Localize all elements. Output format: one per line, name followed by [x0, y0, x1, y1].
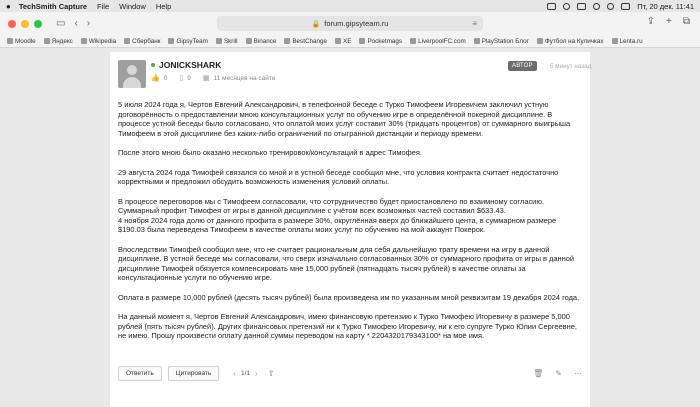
reply-button[interactable]: Ответить — [118, 366, 162, 381]
record-icon[interactable] — [563, 3, 570, 10]
posts-count: 0 — [163, 74, 168, 82]
post-paragraph: Оплата в размере 10,000 рублей (десять тысяч рублей) была произведена им по указанным мной реквизитам 19 декабря 2024 года. — [118, 292, 580, 302]
quote-button[interactable]: Цитировать — [168, 366, 220, 381]
favicon-icon — [44, 38, 50, 44]
forward-button[interactable]: › — [86, 18, 91, 29]
lock-icon: 🔒 — [311, 20, 321, 28]
favicon-icon — [81, 38, 87, 44]
share-icon[interactable]: ⇧ — [267, 369, 275, 378]
bookmark-moodle[interactable]: Moodle — [7, 38, 36, 45]
bookmark-liverpoolfc[interactable]: LiverpoolFC.com — [410, 38, 466, 45]
bookmark-xe[interactable]: XE — [335, 38, 351, 45]
forum-post — [110, 52, 590, 407]
bookmark-lenta[interactable]: Lenta.ru — [612, 38, 643, 45]
menu-file[interactable]: File — [97, 1, 110, 11]
bookmark-sberbank[interactable]: Сбербанк — [124, 38, 160, 45]
user-meta — [151, 74, 275, 82]
share-icon[interactable]: ⇪ — [646, 16, 656, 27]
bookmark-pocketmags[interactable]: Pocketmags — [359, 38, 402, 45]
sidebar-icon[interactable]: ▭ — [56, 18, 66, 29]
back-button[interactable]: ‹ — [74, 18, 78, 29]
post-paragraph: 29 августа 2024 года Тимофей связался со мной и в устной беседе сообщил мне, что условия контракта считает недостаточно корректными и предложил обсудить возможность изменения условий оплаты. — [118, 167, 559, 186]
bookmark-bestchange[interactable]: BestChange — [284, 38, 327, 45]
minimize-window-button[interactable] — [21, 20, 29, 28]
favicon-icon — [216, 38, 222, 44]
window-controls — [8, 20, 42, 28]
new-tab-icon[interactable]: + — [666, 16, 672, 27]
wifi-icon[interactable] — [593, 3, 600, 10]
likes-count: 9 — [187, 74, 191, 82]
bookmark-wikipedia[interactable]: Wikipedia — [81, 38, 116, 45]
favicon-icon — [410, 38, 416, 44]
battery-icon[interactable] — [577, 3, 586, 10]
favicon-icon — [284, 38, 290, 44]
favicon-icon — [335, 38, 341, 44]
post-paragraph: Впоследствии Тимофей сообщил мне, что не считает рациональным для себя дальнейшую трату времени на игру в данной дисциплине. В устной беседе мы согласовали, что сверх изначально согласованных 30% от суммарного профита от игры в данной дисциплине Тимофей обязуется компенсировать мне 15,000 рублей (пятнадцать тысяч рублей) в качестве оплаты за консультационные услуги по обучению игре. — [118, 244, 574, 282]
bookmark-gipsyteam[interactable]: GipsyTeam — [168, 38, 208, 45]
page-content — [0, 48, 700, 407]
more-icon[interactable]: ⋯ — [574, 369, 582, 378]
favicon-icon — [359, 38, 365, 44]
document-icon: ▯ — [179, 75, 184, 82]
bookmark-playstation-blog[interactable]: PlayStation Блог — [474, 38, 529, 45]
bookmarks-bar — [0, 35, 700, 48]
search-icon[interactable] — [607, 3, 614, 10]
post-paragraph: На данный момент я, Чертов Евгений Александрович, имею финансовую претензию к Турко Тимофею Игоревичу в размере 5,000 рублей (пять тысяч рублей). Других финансовых претензий ни к Турко Тимофею Игоревичу, ни к его супруге Турко Юлии Сергеевне, не имею. Прошу произвести оплату данной суммы переводом на карту * 2204320179343100* на моё имя. — [118, 312, 577, 340]
tab-overview-icon[interactable]: ⧉ — [682, 16, 690, 27]
menu-bar — [0, 0, 700, 12]
post-paragraph: 5 июля 2024 года я, Чертов Евгений Александрович, в телефонной беседе с Турко Тимофеем Игоревичем заключил устную договорённость о предоставлении мною консультационных услуг по обучению игре в определённой покерной дисциплине. В процессе устной беседы было согласовано, что оплатой моих услуг составит 30% (тридцать процентов) от суммарного выигрыша Тимофеем в этой дисциплине без каких-либо ограничений по отыгранной дистанции и периоду времени. — [118, 100, 571, 138]
favicon-icon — [474, 38, 480, 44]
screen-icon[interactable] — [547, 3, 556, 10]
control-center-icon[interactable] — [621, 3, 630, 10]
close-window-button[interactable] — [8, 20, 16, 28]
url-text: forum.gipsyteam.ru — [324, 19, 389, 28]
favicon-icon — [168, 38, 174, 44]
post-time[interactable]: 5 минут назад — [550, 63, 592, 70]
clock[interactable]: Пт, 20 дек. 11:41 — [637, 1, 694, 11]
zoom-window-button[interactable] — [34, 20, 42, 28]
post-body — [118, 100, 584, 351]
bookmark-football[interactable]: Футбол на Куличках — [537, 38, 604, 45]
chevron-right-icon[interactable]: › — [255, 369, 258, 378]
favicon-icon — [124, 38, 130, 44]
bookmark-yandex[interactable]: Яндекс — [44, 38, 73, 45]
joined-text: 11 месяцев на сайте — [213, 74, 276, 82]
author-badge: АВТОР — [508, 61, 537, 71]
app-menu[interactable]: TechSmith Capture — [18, 1, 88, 11]
trash-icon[interactable]: 🗑 — [533, 369, 544, 378]
page-indicator: 1/1 — [240, 370, 251, 377]
calendar-icon: ▦ — [202, 75, 210, 82]
post-header — [118, 60, 592, 90]
browser-toolbar — [0, 12, 700, 35]
username[interactable]: JONICKSHARK — [159, 60, 222, 70]
address-bar[interactable] — [217, 16, 483, 31]
menu-help[interactable]: Help — [155, 1, 172, 11]
edit-icon[interactable]: ✎ — [555, 369, 562, 378]
reader-icon[interactable]: ≡ — [472, 19, 477, 28]
favicon-icon — [7, 38, 13, 44]
post-paragraph: После этого мною было оказано несколько тренировок/консультаций в адрес Тимофея. — [118, 148, 422, 157]
apple-icon[interactable]: ● — [6, 1, 11, 11]
avatar[interactable] — [118, 60, 146, 88]
bookmark-binance[interactable]: Binance — [246, 38, 277, 45]
favicon-icon — [537, 38, 543, 44]
post-footer — [118, 366, 582, 381]
pager — [233, 369, 257, 378]
menu-window[interactable]: Window — [119, 1, 146, 11]
online-status-icon — [151, 63, 155, 67]
chevron-left-icon[interactable]: ‹ — [233, 369, 236, 378]
thumb-icon: 👍 — [151, 75, 160, 82]
post-paragraph: В процессе переговоров мы с Тимофеем согласовали, что сотрудничество будет приостановлено по взаимному согласию. Суммарный профит Тимофея от игры в данной дисциплине с учётом всех возможных частей составил $633.43. 4 ноября 2024 года долю от данного профита в размере 30%, округлённая вверх до ближайшего цента, в суммарном размере $190.03 была переведена Тимофеем в качестве оплаты моих услуг по обучению на мой аккаунт Покерок. — [118, 196, 557, 234]
favicon-icon — [612, 38, 618, 44]
bookmark-skrill[interactable]: Skrill — [216, 38, 238, 45]
favicon-icon — [246, 38, 252, 44]
